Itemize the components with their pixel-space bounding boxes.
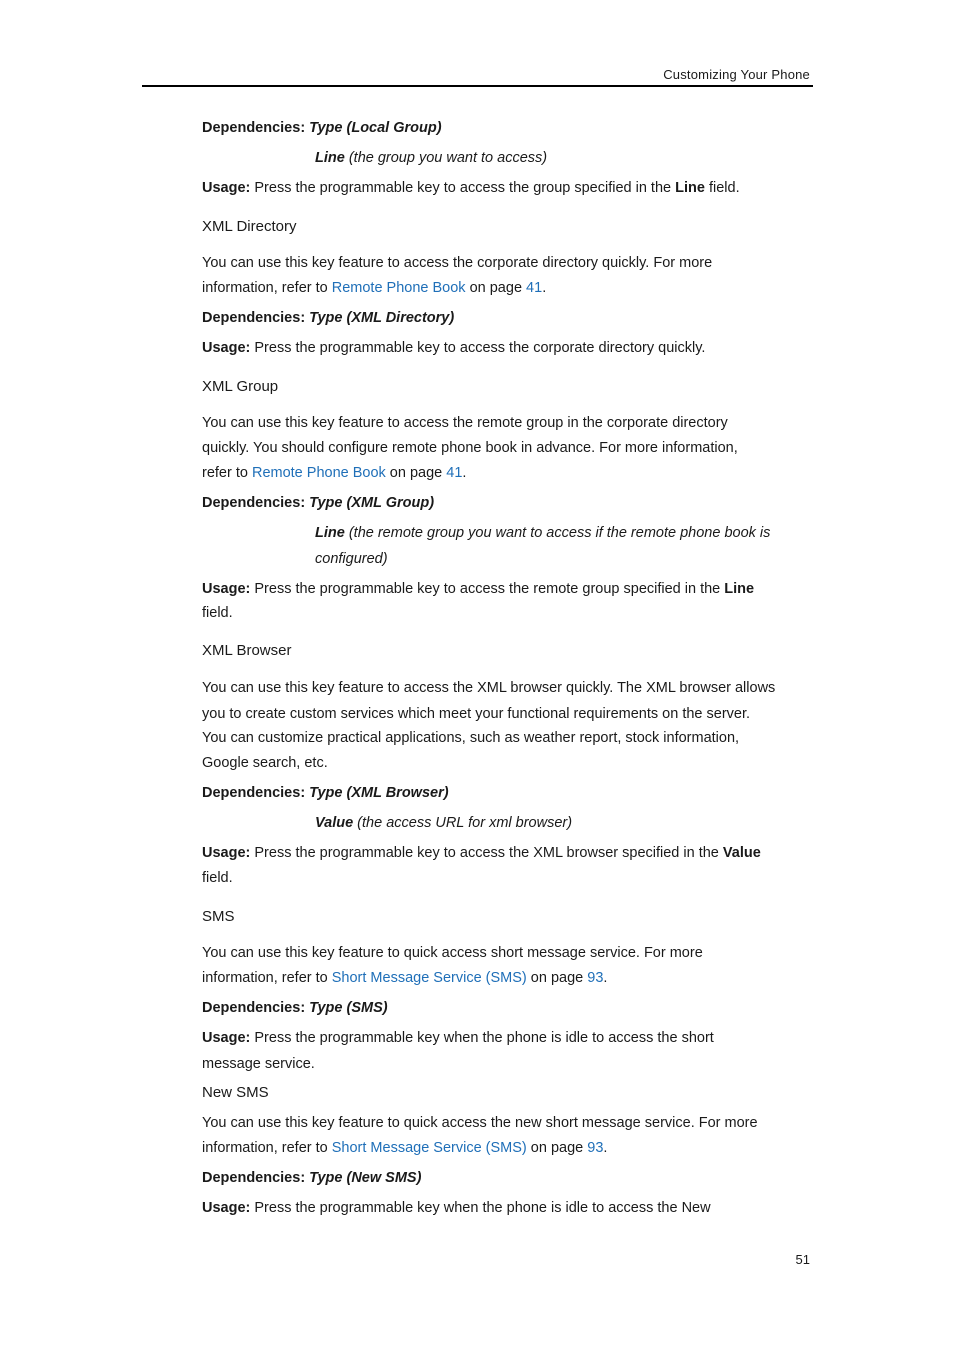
link-short-message-service[interactable]: Short Message Service (SMS) <box>331 1140 527 1156</box>
dependencies-line <box>202 118 442 138</box>
usage-label: Usage: <box>202 340 255 356</box>
body-text <box>202 463 466 483</box>
field-description: (the access URL for xml browser) <box>353 815 573 831</box>
body-text <box>202 1138 607 1158</box>
field-name: Value <box>315 815 354 831</box>
text: on page <box>526 1140 588 1156</box>
section-heading-sms: SMS <box>202 908 235 925</box>
dependency-line-field <box>315 523 770 543</box>
body-text: You can use this key feature to access the corporate directory quickly. For more <box>202 255 713 271</box>
usage-text: field. <box>202 870 233 886</box>
dependencies-label: Dependencies: <box>202 495 310 511</box>
usage-line <box>202 178 740 198</box>
body-text: quickly. You should configure remote phone book in advance. For more information, <box>202 440 738 456</box>
dependency-value-field <box>315 813 572 833</box>
usage-label: Usage: <box>202 845 255 861</box>
text: on page <box>526 970 588 986</box>
dependency-type: Type (XML Browser) <box>309 785 449 801</box>
text: refer to <box>202 465 252 481</box>
dependency-type: Type (Local Group) <box>309 120 442 136</box>
text: on page <box>385 465 447 481</box>
link-short-message-service[interactable]: Short Message Service (SMS) <box>331 970 527 986</box>
link-page-41[interactable]: 41 <box>526 280 543 296</box>
body-text: Google search, etc. <box>202 755 328 771</box>
usage-line <box>202 1198 711 1218</box>
body-text: You can customize practical applications, such as weather report, stock information, <box>202 730 740 746</box>
dependency-type: Type (New SMS) <box>309 1170 422 1186</box>
field-name: Line <box>675 180 705 196</box>
usage-text: Press the programmable key when the phone is idle to access the short <box>254 1030 714 1046</box>
header-rule <box>142 85 813 87</box>
field-name: Line <box>724 581 755 597</box>
dependencies-line <box>202 998 388 1018</box>
usage-text: Press the programmable key to access the XML browser specified in the <box>254 845 723 861</box>
text: . <box>542 280 547 296</box>
dependencies-label: Dependencies: <box>202 1170 310 1186</box>
field-description: (the group you want to access) <box>344 150 548 166</box>
usage-text: field. <box>202 605 233 621</box>
dependencies-line <box>202 493 434 513</box>
link-remote-phone-book[interactable]: Remote Phone Book <box>331 280 466 296</box>
usage-text: Press the programmable key to access the remote group specified in the <box>254 581 725 597</box>
usage-text: message service. <box>202 1056 315 1072</box>
dependencies-line <box>202 1168 421 1188</box>
section-heading-xml-directory: XML Directory <box>202 218 297 235</box>
text: . <box>462 465 467 481</box>
dependencies-label: Dependencies: <box>202 785 310 801</box>
running-header: Customizing Your Phone <box>663 67 810 82</box>
text: on page <box>465 280 527 296</box>
dependency-line-field <box>315 148 547 168</box>
body-text: You can use this key feature to quick access short message service. For more <box>202 945 703 961</box>
body-text <box>202 278 546 298</box>
dependencies-label: Dependencies: <box>202 1000 310 1016</box>
link-page-41[interactable]: 41 <box>446 465 463 481</box>
text: . <box>603 1140 608 1156</box>
text: information, refer to <box>202 970 332 986</box>
body-text <box>202 968 607 988</box>
link-page-93[interactable]: 93 <box>587 1140 604 1156</box>
body-text: You can use this key feature to access the remote group in the corporate directory <box>202 415 728 431</box>
usage-label: Usage: <box>202 581 255 597</box>
dependency-type: Type (XML Group) <box>309 495 435 511</box>
text: information, refer to <box>202 280 332 296</box>
usage-label: Usage: <box>202 1030 255 1046</box>
usage-label: Usage: <box>202 1200 255 1216</box>
usage-line <box>202 1028 714 1048</box>
field-name: Line <box>315 525 345 541</box>
body-text: You can use this key feature to access the XML browser quickly. The XML browser allows <box>202 680 776 696</box>
usage-text: field. <box>704 180 740 196</box>
section-heading-new-sms: New SMS <box>202 1084 269 1101</box>
section-heading-xml-group: XML Group <box>202 378 279 395</box>
link-page-93[interactable]: 93 <box>587 970 604 986</box>
dependencies-line <box>202 783 449 803</box>
page-number: 51 <box>795 1252 810 1267</box>
usage-text: Press the programmable key when the phone is idle to access the New <box>254 1200 711 1216</box>
section-heading-xml-browser: XML Browser <box>202 642 292 659</box>
body-text: you to create custom services which meet your functional requirements on the server. <box>202 706 751 722</box>
usage-text: Press the programmable key to access the group specified in the <box>254 180 676 196</box>
text: information, refer to <box>202 1140 332 1156</box>
usage-text: Press the programmable key to access the corporate directory quickly. <box>254 340 706 356</box>
dependency-type: Type (SMS) <box>309 1000 388 1016</box>
dependencies-label: Dependencies: <box>202 120 310 136</box>
field-description: configured) <box>315 551 388 567</box>
usage-line <box>202 338 705 358</box>
field-description: (the remote group you want to access if the remote phone book is <box>344 525 771 541</box>
usage-line <box>202 579 754 599</box>
link-remote-phone-book[interactable]: Remote Phone Book <box>251 465 386 481</box>
usage-label: Usage: <box>202 180 255 196</box>
field-name: Value <box>722 845 761 861</box>
body-text: You can use this key feature to quick access the new short message service. For more <box>202 1115 758 1131</box>
dependencies-label: Dependencies: <box>202 310 310 326</box>
usage-line <box>202 843 761 863</box>
dependency-type: Type (XML Directory) <box>309 310 455 326</box>
field-name: Line <box>315 150 345 166</box>
text: . <box>603 970 608 986</box>
dependencies-line <box>202 308 454 328</box>
